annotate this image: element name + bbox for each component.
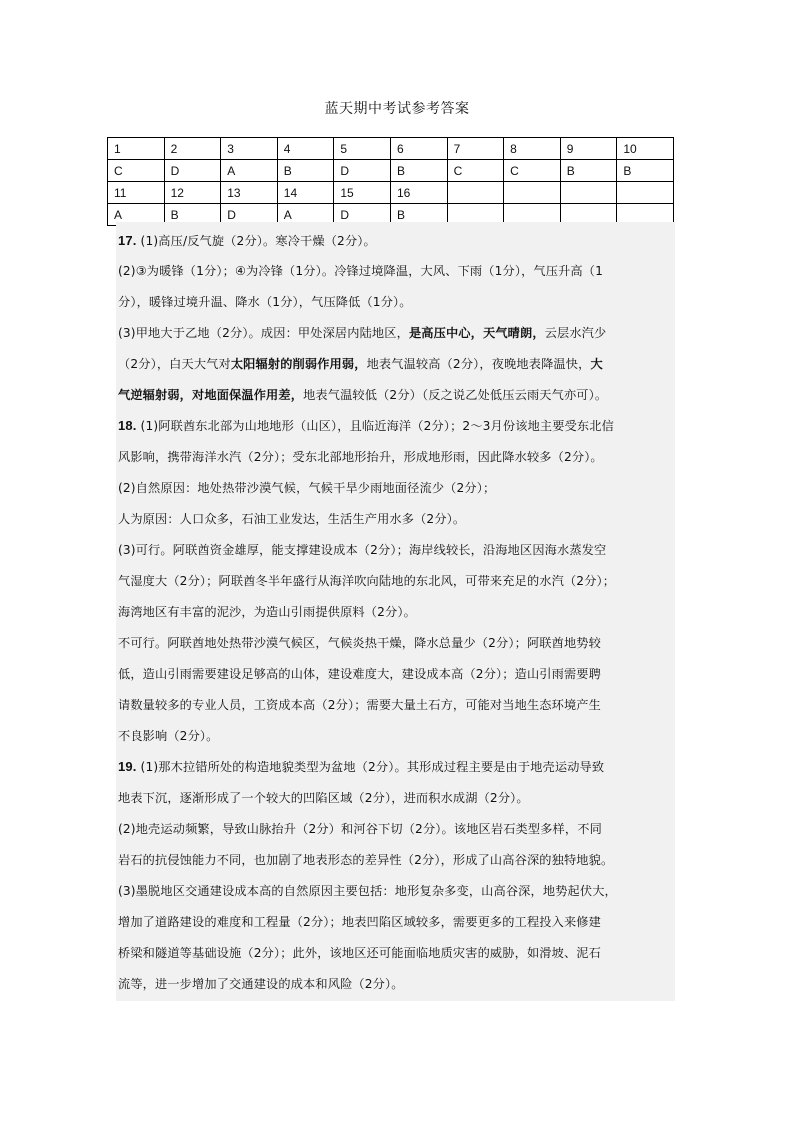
bold-text: 大 bbox=[590, 357, 603, 371]
table-cell: A bbox=[108, 204, 165, 226]
answer-line bbox=[118, 634, 678, 651]
table-cell: 7 bbox=[447, 138, 504, 160]
line-text: 分），暖锋过境升温、降水（1分），气压降低（1分）。 bbox=[118, 295, 412, 309]
table-cell: A bbox=[221, 160, 278, 182]
table-cell: B bbox=[390, 160, 447, 182]
line-text: 不良影响（2分）。 bbox=[118, 729, 219, 743]
line-text: (3)墨脱地区交通建设成本高的自然原因主要包括：地形复杂多变，山高谷深，地势起伏大， bbox=[118, 884, 617, 898]
answer-table bbox=[107, 137, 674, 226]
answer-line bbox=[118, 324, 678, 341]
table-cell: B bbox=[164, 204, 221, 226]
answer-line bbox=[118, 386, 678, 403]
table-cell: 11 bbox=[108, 182, 165, 204]
answer-explanations bbox=[116, 222, 675, 1001]
table-cell bbox=[504, 182, 561, 204]
table-cell: 4 bbox=[277, 138, 334, 160]
answer-line bbox=[118, 510, 678, 527]
question-number: 17. bbox=[118, 233, 137, 248]
line-text: (3)可行。阿联酋资金雄厚，能支撑建设成本（2分）；海岸线较长，沿海地区因海水蒸发空 bbox=[118, 543, 607, 557]
table-cell: 6 bbox=[390, 138, 447, 160]
bold-text: 气逆辐射弱，对地面保温作用差， bbox=[118, 388, 304, 402]
answer-line bbox=[118, 232, 678, 249]
table-cell: 3 bbox=[221, 138, 278, 160]
answer-line bbox=[118, 913, 678, 930]
table-cell: 15 bbox=[334, 182, 391, 204]
table-cell: C bbox=[447, 160, 504, 182]
table-cell: B bbox=[390, 204, 447, 226]
table-cell bbox=[447, 182, 504, 204]
answer-line bbox=[118, 851, 678, 868]
answer-line bbox=[118, 882, 678, 899]
table-cell: B bbox=[617, 160, 674, 182]
table-cell bbox=[560, 182, 617, 204]
line-text: (2)地壳运动频繁，导致山脉抬升（2分）和河谷下切（2分）。该地区岩石类型多样，不同 bbox=[118, 822, 602, 836]
line-text: (1)阿联酋东北部为山地地形（山区），且临近海洋（2分）；2～3月份该地主要受东北信 bbox=[136, 419, 614, 433]
line-text: 海湾地区有丰富的泥沙，为造山引雨提供原料（2分）。 bbox=[118, 605, 416, 619]
answer-line bbox=[118, 448, 678, 465]
answer-line bbox=[118, 975, 678, 992]
table-cell: 2 bbox=[164, 138, 221, 160]
line-text: 岩石的抗侵蚀能力不同，也加剧了地表形态的差异性（2分），形成了山高谷深的独特地貌。 bbox=[118, 853, 614, 867]
question-number: 18. bbox=[118, 418, 137, 433]
line-text: (1)高压/反气旋（2分）。寒冷干燥（2分）。 bbox=[136, 234, 376, 248]
line-text: 地表下沉，逐渐形成了一个较大的凹陷区域（2分），进而积水成湖（2分）。 bbox=[118, 791, 529, 805]
bold-text: 太阳辐射的削弱作用弱， bbox=[230, 357, 367, 371]
table-cell: D bbox=[334, 204, 391, 226]
line-text: 请数量较多的专业人员，工资成本高（2分）；需要大量土石方，可能对当地生态环境产生 bbox=[118, 698, 601, 712]
table-cell: B bbox=[277, 160, 334, 182]
question-number-row bbox=[108, 138, 674, 160]
table-cell: 1 bbox=[108, 138, 165, 160]
answer-line bbox=[118, 262, 678, 279]
table-cell: 14 bbox=[277, 182, 334, 204]
table-cell: 8 bbox=[504, 138, 561, 160]
line-text: (2)③为暖锋（1分）；④为冷锋（1分）。冷锋过境降温，大风、下雨（1分），气压升高（1 bbox=[118, 264, 603, 278]
table-cell: 12 bbox=[164, 182, 221, 204]
line-text: 风影响，携带海洋水汽（2分）；受东北部地形抬升，形成地形雨，因此降水较多（2分）。 bbox=[118, 450, 603, 464]
bold-text: 是高压中心，天气晴朗， bbox=[408, 326, 545, 340]
line-text: 地表气温较高（2分），夜晚地表降温快， bbox=[366, 357, 591, 371]
line-text: 增加了道路建设的难度和工程量（2分）；地表凹陷区域较多，需要更多的工程投入来修建 bbox=[118, 915, 601, 929]
table-cell: 13 bbox=[221, 182, 278, 204]
line-text: (1)那木拉错所处的构造地貌类型为盆地（2分）。其形成过程主要是由于地壳运动导致 bbox=[136, 760, 605, 774]
table-cell: 9 bbox=[560, 138, 617, 160]
answer-line bbox=[118, 665, 678, 682]
answer-line bbox=[118, 758, 678, 775]
line-text: (2)自然原因：地处热带沙漠气候，气候干旱少雨地面径流少（2分）； bbox=[118, 481, 496, 495]
answer-line bbox=[118, 293, 678, 310]
answer-line bbox=[118, 727, 678, 744]
line-text: 人为原因：人口众多，石油工业发达，生活生产用水多（2分）。 bbox=[118, 512, 466, 526]
answer-line bbox=[118, 479, 678, 496]
page-title: 蓝天期中考试参考答案 bbox=[324, 101, 470, 117]
line-text: 低，造山引雨需要建设足够高的山体，建设难度大，建设成本高（2分）；造山引雨需要聘 bbox=[118, 667, 601, 681]
answer-row bbox=[108, 160, 674, 182]
table-cell: 5 bbox=[334, 138, 391, 160]
answer-line bbox=[118, 541, 678, 558]
line-text: 不可行。阿联酋地处热带沙漠气候区，气候炎热干燥，降水总量少（2分）；阿联酋地势较 bbox=[118, 636, 601, 650]
table-cell: A bbox=[277, 204, 334, 226]
table-cell bbox=[617, 182, 674, 204]
answer-line bbox=[118, 572, 678, 589]
question-number-row bbox=[108, 182, 674, 204]
line-text: 云层水汽少 bbox=[544, 326, 607, 340]
line-text: (3)甲地大于乙地（2分）。成因：甲处深居内陆地区， bbox=[118, 326, 409, 340]
table-cell: D bbox=[334, 160, 391, 182]
answer-line bbox=[118, 355, 678, 372]
line-text: 气湿度大（2分）；阿联酋冬半年盛行从海洋吹向陆地的东北风，可带来充足的水汽（2分）； bbox=[118, 574, 616, 588]
table-cell: D bbox=[221, 204, 278, 226]
table-cell: C bbox=[108, 160, 165, 182]
line-text: 桥梁和隧道等基础设施（2分）；此外，该地区还可能面临地质灾害的威胁，如滑坡、泥石 bbox=[118, 946, 601, 960]
table-cell: B bbox=[560, 160, 617, 182]
answer-line bbox=[118, 417, 678, 434]
answer-line bbox=[118, 603, 678, 620]
answer-line bbox=[118, 696, 678, 713]
table-cell: D bbox=[164, 160, 221, 182]
answer-line bbox=[118, 789, 678, 806]
table-cell: 16 bbox=[390, 182, 447, 204]
answer-line bbox=[118, 944, 678, 961]
answer-line bbox=[118, 820, 678, 837]
line-text: 地表气温较低（2分）（反之说乙处低压云雨天气亦可）。 bbox=[303, 388, 608, 402]
table-cell: 10 bbox=[617, 138, 674, 160]
question-number: 19. bbox=[118, 759, 137, 774]
table-cell: C bbox=[504, 160, 561, 182]
line-text: 流等，进一步增加了交通建设的成本和风险（2分）。 bbox=[118, 977, 404, 991]
line-text: （2分），白天大气对 bbox=[118, 357, 231, 371]
